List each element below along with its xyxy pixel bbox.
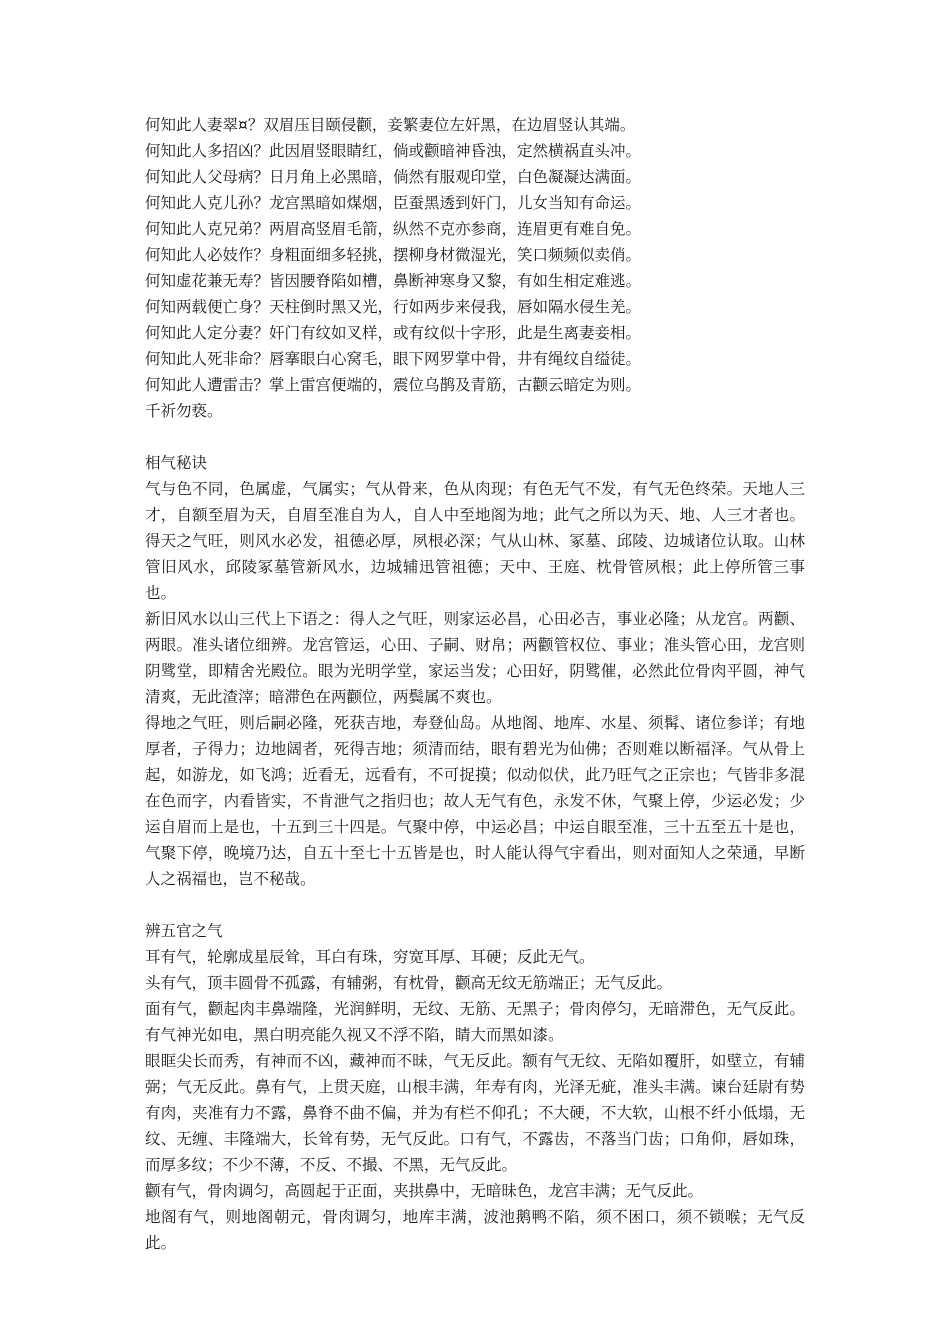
poem-closing-line: 千祈勿亵。	[145, 402, 223, 420]
poem-line: 何知此人多招凶？此因眉竖眼睛红，倘或颧暗神昏浊，定然横祸直头冲。	[145, 142, 642, 160]
poem-line: 何知此人克兄弟？两眉高竖眉毛箭，纵然不克亦参商，连眉更有难自免。	[145, 220, 642, 238]
poem-line: 何知此人必妓作？身粗面细多轻挑，摆柳身材微湿光，笑口频频似卖俏。	[145, 246, 642, 264]
paragraph: 气与色不同，色属虚，气属实；气从骨来，色从肉现；有色无气不发，有气无色终荣。天地人三才，自额至眉为天，自眉至准自为人，自人中至地阁为地；此气之所以为天、地、人三才者也。得天之气旺，则风水必发，祖德必厚，夙根必深；气从山林、冢墓、邱陵、边城诸位认取。山林管旧风水，邱陵冢墓管新风水，边城辅迅管祖德；天中、王庭、枕骨管夙根；此上停所管三事也。	[145, 480, 805, 602]
paragraph: 面有气，颧起肉丰鼻端隆，光润鲜明，无纹、无筋、无黑子；骨肉停匀，无暗滞色，无气反此。有气神光如电，黑白明亮能久视又不浮不陷，睛大而黑如漆。	[145, 1000, 805, 1044]
poem-line: 何知此人父母病？日月角上必黑暗，倘然有服观印堂，白色凝凝达满面。	[145, 168, 642, 186]
poem-line: 何知此人死非命？唇搴眼白心窝毛，眼下网罗掌中骨，井有绳纹自缢徒。	[145, 350, 642, 368]
paragraph: 眼眶尖长而秀，有神而不凶，藏神而不昧，气无反此。额有气无纹、无陷如覆肝，如壁立，有辅弼；气无反此。鼻有气，上贯天庭，山根丰满，年寿有肉，光泽无疵，准头丰满。谏台廷尉有势有肉，夹准有力不露，鼻脊不曲不偏，并为有栏不仰孔；不大硬，不大软，山根不纤小低塌，无纹、无缠、丰隆端大，长耸有势，无气反此。口有气，不露齿，不落当门齿；口角仰，唇如珠，而厚多纹；不少不薄，不反、不撮、不黑，无气反此。	[145, 1052, 805, 1174]
poem-line: 何知此人妻翠¤？双眉压目颐侵颧，妾繁妻位左奸黑，在边眉竖认其端。	[145, 116, 636, 134]
paragraph: 得地之气旺，则后嗣必隆，死获吉地，寿登仙岛。从地阁、地库、水星、须髯、诸位参详；有地厚者，子得力；边地阔者，死得吉地；须清而结，眼有碧光为仙佛；否则难以断福泽。气从骨上起，如游龙，如飞鸿；近看无，远看有，不可捉摸；似动似伏，此乃旺气之正宗也；气皆非多混在色而字，内看皆实，不肯泄气之指归也；故人无气有色，永发不休，气聚上停，少运必发；少运自眉而上是也，十五到三十四是。气聚中停，中运必昌；中运自眼至准，三十五至五十是也，气聚下停，晚境乃达，自五十至七十五皆是也，时人能认得气宇看出，则对面知人之荣通，早断人之祸福也，岂不秘哉。	[145, 714, 805, 888]
poem-line: 何知此人克儿孙？龙宫黑暗如煤烟，臣蚕黑透到奸门，儿女当知有命运。	[145, 194, 642, 212]
section-heading: 相气秘诀	[145, 454, 208, 472]
poem-line: 何知此人遭雷击？掌上雷宫便端的，震位乌鹊及青筋，古颧云暗定为则。	[145, 376, 642, 394]
poem-section	[145, 112, 805, 424]
qi-secrets-section	[145, 450, 805, 892]
poem-line: 何知两载便亡身？天柱倒时黑又光，行如两步来侵我，唇如隔水侵生羌。	[145, 298, 642, 316]
five-organs-section	[145, 918, 805, 1256]
section-spacer	[145, 424, 805, 450]
section-spacer	[145, 892, 805, 918]
paragraph: 新旧风水以山三代上下语之：得人之气旺，则家运必昌，心田必吉，事业必隆；从龙宫。两颧、两眼。准头诸位细辨。龙宫管运，心田、子嗣、财帛；两颧管权位、事业；准头管心田，龙宫则阴骘堂，即精舍光殿位。眼为光明学堂，家运当发；心田好，阴骘催，必然此位骨肉平圆，神气清爽，无此渣滓；暗滞色在两颧位，两鬓属不爽也。	[145, 610, 805, 706]
document-page	[145, 112, 805, 1256]
paragraph: 耳有气，轮廓成星辰耸，耳白有珠，穷宽耳厚、耳硬；反此无气。	[145, 948, 595, 966]
section-heading: 辨五官之气	[145, 922, 223, 940]
paragraph: 地阁有气，则地阁朝元，骨肉调匀，地库丰满，波池鹅鸭不陷，须不困口，须不锁喉；无气反此。	[145, 1208, 805, 1252]
poem-line: 何知此人定分妻？奸门有纹如叉样，或有纹似十字形，此是生离妻妾相。	[145, 324, 642, 342]
poem-line: 何知虚花兼无寿？皆因腰脊陷如槽，鼻断神寒身又黎，有如生相定难逃。	[145, 272, 642, 290]
paragraph: 颧有气，骨肉调匀，高圆起于正面，夹拱鼻中，无暗昧色，龙宫丰满；无气反此。	[145, 1182, 704, 1200]
paragraph: 头有气，顶丰圆骨不孤露，有辅粥，有枕骨，颧高无纹无筋端正；无气反此。	[145, 974, 673, 992]
